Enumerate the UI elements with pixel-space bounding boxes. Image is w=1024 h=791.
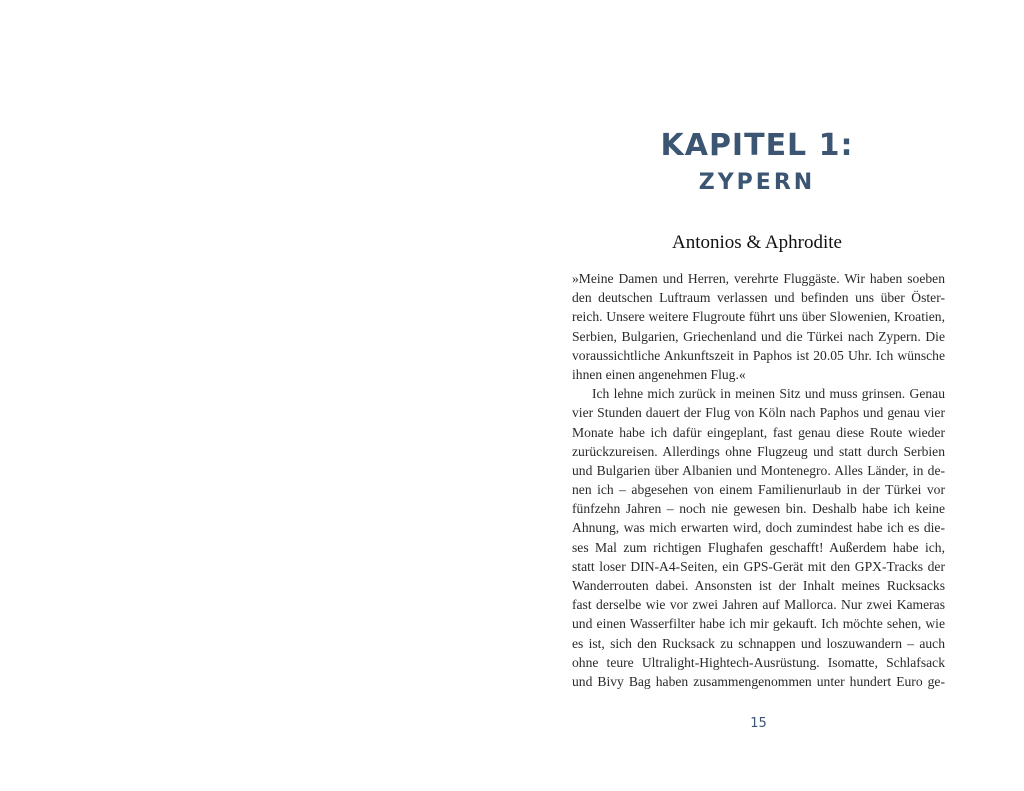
right-page [512,0,1024,791]
chapter-title: ZYPERN [698,170,816,195]
body-line: ihnen einen angenehmen Flug.« [572,366,746,382]
body-text [572,269,945,691]
body-line: reich. Unsere weitere Flugroute führt uns über Slowenien, Kroatien, [572,309,945,325]
body-line: zurückzureisen. Allerdings ohne Flugzeug und statt durch Serbien [572,443,945,459]
body-line: fast derselbe wie vor zwei Jahren auf Mallorca. Nur zwei Kameras [572,597,945,613]
body-line: »Meine Damen und Herren, verehrte Fluggäste. Wir haben soeben [572,271,945,286]
body-line: Ich lehne mich zurück in meinen Sitz und muss grinsen. Genau [592,386,945,402]
body-line: vier Stunden dauert der Flug von Köln nach Paphos und genau vier [572,405,945,421]
body-line: Ahnung, was mich erwarten wird, doch zumindest habe ich es die- [572,520,945,536]
body-line: voraussichtliche Ankunftszeit in Paphos ist 20.05 Uhr. Ich wünsche [572,347,945,363]
page-number: 15 [750,716,767,731]
body-line: und einen Wasserfilter habe ich mir gekauft. Ich möchte sehen, wie [572,616,945,632]
body-line: ses Mal zum richtigen Flughafen geschafft! Außerdem habe ich, [572,539,945,555]
body-line: fünfzehn Jahren – noch nie gewesen bin. Deshalb habe ich keine [572,501,945,517]
section-title: Antonios & Aphrodite [672,232,842,253]
body-line: Monate habe ich dafür eingeplant, fast genau diese Route wieder [572,424,945,440]
body-line: statt loser DIN-A4-Seiten, ein GPS-Gerät mit den GPX-Tracks der [572,558,945,574]
body-line: Serbien, Bulgarien, Griechenland und die Türkei nach Zypern. Die [572,328,945,344]
body-line: Wanderrouten dabei. Ansonsten ist der Inhalt meines Rucksacks [572,578,945,593]
body-line: den deutschen Luftraum verlassen und befinden uns über Öster- [572,290,945,306]
body-line: ohne teure Ultralight-Hightech-Ausrüstung. Isomatte, Schlafsack [572,654,945,670]
body-line: nen ich – abgesehen von einem Familienurlaub in der Türkei vor [572,482,945,498]
body-line: es ist, sich den Rucksack zu schnappen und loszuwandern – auch [572,635,945,651]
body-line: und Bulgarien über Albanien und Montenegro. Alles Länder, in de- [572,462,945,478]
body-line: und Bivy Bag haben zusammengenommen unter hundert Euro ge- [572,673,945,689]
chapter-number: KAPITEL 1: [660,128,854,163]
